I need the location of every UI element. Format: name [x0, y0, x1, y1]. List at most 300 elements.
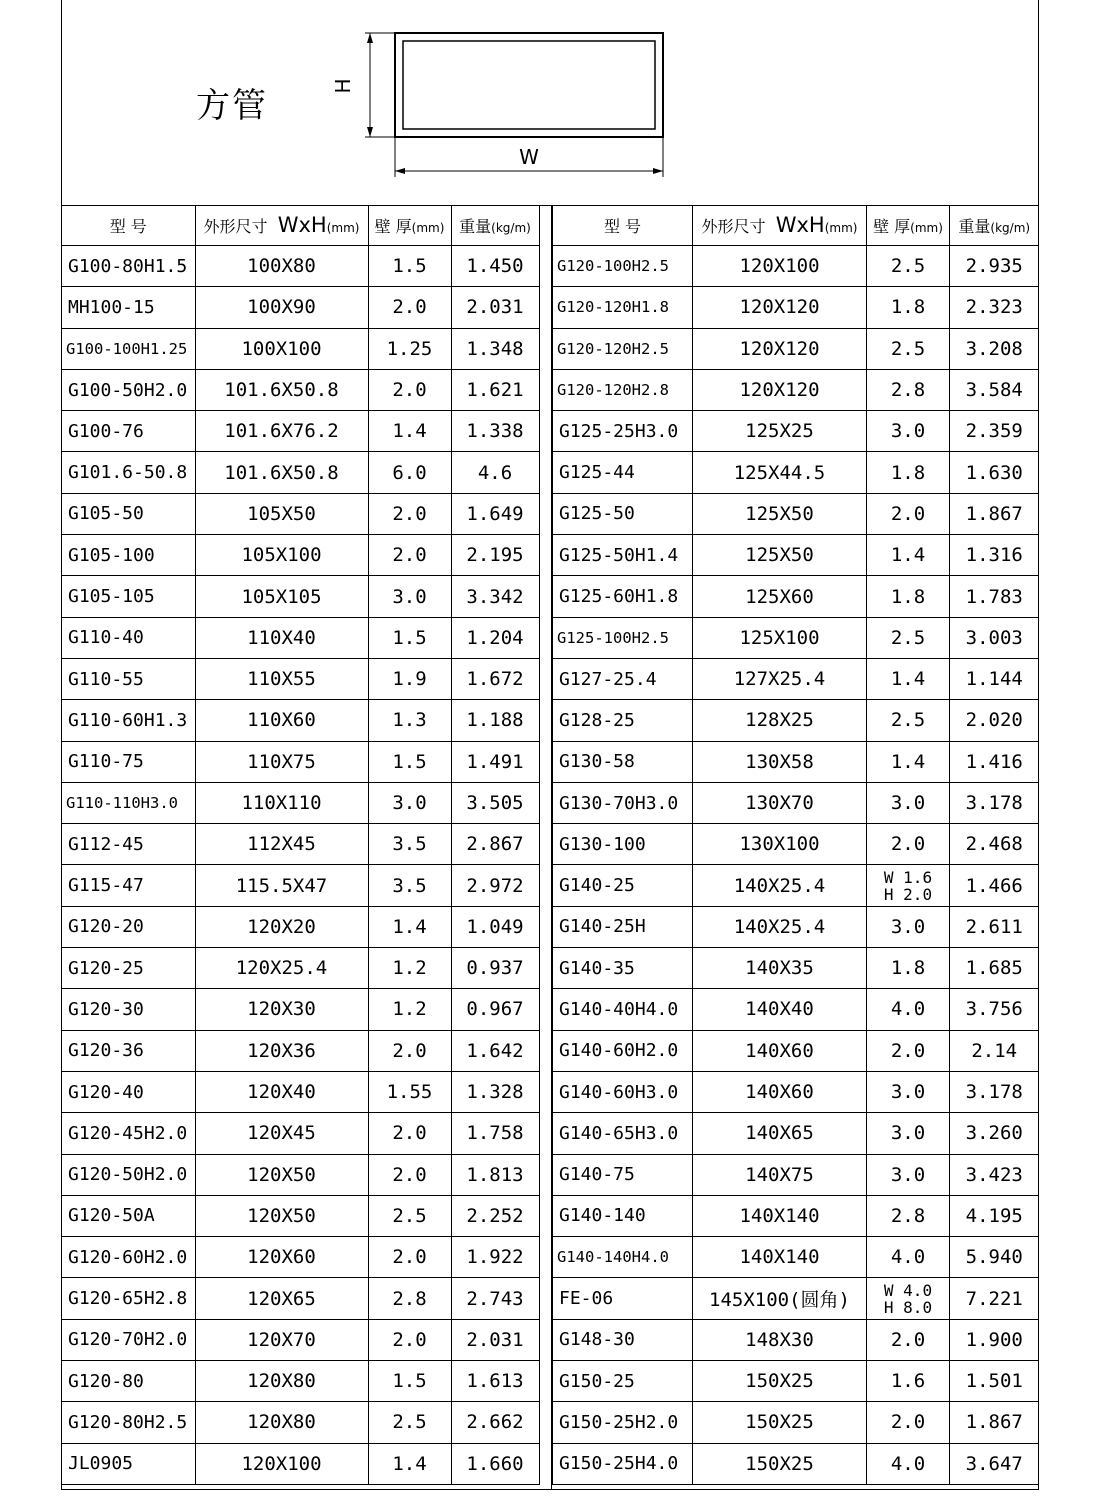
cell-wall: 2.0 — [867, 1402, 950, 1443]
cell-wall: 3.0 — [368, 782, 451, 823]
table-row — [553, 411, 1039, 452]
cell-size: 125X100 — [693, 617, 867, 658]
cell-model: G120-65H2.8 — [62, 1278, 195, 1319]
cell-model: G140-40H4.0 — [553, 989, 693, 1030]
cell-wall: 2.0 — [368, 1237, 451, 1278]
cell-weight: 2.323 — [950, 287, 1039, 328]
cell-size: 120X30 — [195, 989, 368, 1030]
cell-weight: 2.867 — [451, 824, 539, 865]
table-row — [553, 246, 1039, 287]
cell-size: 110X60 — [195, 700, 368, 741]
table-row — [62, 1071, 539, 1112]
cell-weight: 1.867 — [950, 493, 1039, 534]
cell-model: G120-120H1.8 — [553, 287, 693, 328]
cell-weight: 1.416 — [950, 741, 1039, 782]
cell-size: 120X60 — [195, 1237, 368, 1278]
cell-model: G140-140 — [553, 1195, 693, 1236]
cell-weight: 2.935 — [950, 246, 1039, 287]
cell-size: 125X44.5 — [693, 452, 867, 493]
table-row — [62, 906, 539, 947]
cell-size: 150X25 — [693, 1402, 867, 1443]
table-row — [62, 948, 539, 989]
cell-wall: 1.55 — [368, 1071, 451, 1112]
cell-weight: 1.758 — [451, 1113, 539, 1154]
cell-wall: 2.0 — [368, 1319, 451, 1360]
cell-weight: 3.208 — [950, 328, 1039, 369]
cell-weight: 1.204 — [451, 617, 539, 658]
cell-size: 140X140 — [693, 1195, 867, 1236]
cell-size: 120X100 — [693, 246, 867, 287]
cell-wall: 2.0 — [867, 1319, 950, 1360]
cell-size: 140X35 — [693, 948, 867, 989]
cell-weight: 1.491 — [451, 741, 539, 782]
header-weight: 重量(kg/m) — [451, 205, 539, 246]
cell-size: 120X80 — [195, 1361, 368, 1402]
cell-wall: 1.5 — [368, 246, 451, 287]
cell-model: G100-50H2.0 — [62, 369, 195, 410]
cell-wall: 1.25 — [368, 328, 451, 369]
cell-model: G150-25H4.0 — [553, 1443, 693, 1484]
cell-size: 101.6X50.8 — [195, 452, 368, 493]
header-size: 外形尺寸 WxH(mm) — [693, 205, 867, 246]
table-row — [553, 1237, 1039, 1278]
table-row — [553, 369, 1039, 410]
cell-size: 148X30 — [693, 1319, 867, 1360]
cell-model: G140-60H2.0 — [553, 1030, 693, 1071]
cell-size: 140X25.4 — [693, 906, 867, 947]
cell-size: 150X25 — [693, 1361, 867, 1402]
cell-size: 120X65 — [195, 1278, 368, 1319]
h-arrow-top — [367, 33, 373, 43]
table-row — [62, 700, 539, 741]
cell-wall: 1.8 — [867, 576, 950, 617]
cell-model: G120-70H2.0 — [62, 1319, 195, 1360]
cell-wall: 2.0 — [867, 493, 950, 534]
cell-weight: 1.660 — [451, 1443, 539, 1484]
cell-weight: 1.316 — [950, 535, 1039, 576]
cell-size: 101.6X50.8 — [195, 369, 368, 410]
cell-weight: 1.649 — [451, 493, 539, 534]
cell-wall: 3.5 — [368, 865, 451, 906]
cell-wall: 4.0 — [867, 989, 950, 1030]
cell-model: G140-140H4.0 — [553, 1237, 693, 1278]
cell-model: G115-47 — [62, 865, 195, 906]
cell-wall: 2.8 — [867, 369, 950, 410]
cell-model: G105-50 — [62, 493, 195, 534]
cell-wall: 2.5 — [867, 617, 950, 658]
cell-size: 130X70 — [693, 782, 867, 823]
cell-weight: 2.359 — [950, 411, 1039, 452]
header-wall: 壁 厚(mm) — [867, 205, 950, 246]
cell-size: 125X25 — [693, 411, 867, 452]
cell-model: G110-75 — [62, 741, 195, 782]
table-row — [553, 906, 1039, 947]
w-label: W — [519, 145, 539, 169]
cell-model: G120-120H2.8 — [553, 369, 693, 410]
spec-table-right — [552, 205, 1039, 1485]
cell-size: 120X45 — [195, 1113, 368, 1154]
cell-model: G120-100H2.5 — [553, 246, 693, 287]
table-row — [62, 1402, 539, 1443]
cell-model: G150-25H2.0 — [553, 1402, 693, 1443]
page-title: 方管 — [196, 86, 268, 126]
cell-model: G125-25H3.0 — [553, 411, 693, 452]
cell-wall: 1.5 — [368, 1361, 451, 1402]
cell-weight: 1.783 — [950, 576, 1039, 617]
cell-wall: 1.2 — [368, 989, 451, 1030]
table-row — [62, 824, 539, 865]
h-label: H — [331, 78, 355, 94]
square-tube-diagram — [62, 0, 1038, 205]
cell-weight: 2.14 — [950, 1030, 1039, 1071]
cell-model: G105-100 — [62, 535, 195, 576]
spec-table-left — [62, 205, 540, 1485]
cell-wall: 2.0 — [368, 287, 451, 328]
table-row — [62, 535, 539, 576]
cell-weight: 1.466 — [950, 865, 1039, 906]
cell-weight: 3.178 — [950, 782, 1039, 823]
cell-size: 125X60 — [693, 576, 867, 617]
cell-wall: 2.8 — [867, 1195, 950, 1236]
table-row — [553, 1402, 1039, 1443]
cell-model: G120-60H2.0 — [62, 1237, 195, 1278]
cell-wall: 1.4 — [867, 535, 950, 576]
cell-wall: 3.5 — [368, 824, 451, 865]
table-row — [553, 741, 1039, 782]
cell-size: 112X45 — [195, 824, 368, 865]
cell-model: G120-25 — [62, 948, 195, 989]
cell-model: G101.6-50.8 — [62, 452, 195, 493]
cell-weight: 2.252 — [451, 1195, 539, 1236]
cell-model: G130-100 — [553, 824, 693, 865]
cell-size: 140X140 — [693, 1237, 867, 1278]
cell-weight: 0.937 — [451, 948, 539, 989]
header-wall: 壁 厚(mm) — [368, 205, 451, 246]
cell-wall: 2.0 — [368, 493, 451, 534]
cell-weight: 4.195 — [950, 1195, 1039, 1236]
table-row — [62, 741, 539, 782]
tube-outer-outline — [395, 33, 663, 137]
cell-weight: 3.647 — [950, 1443, 1039, 1484]
cell-weight: 3.505 — [451, 782, 539, 823]
cell-weight: 1.642 — [451, 1030, 539, 1071]
header-weight: 重量(kg/m) — [950, 205, 1039, 246]
cell-wall: 1.4 — [867, 741, 950, 782]
table-row — [62, 1154, 539, 1195]
cell-model: G125-44 — [553, 452, 693, 493]
cell-model: G120-20 — [62, 906, 195, 947]
cell-wall: 2.0 — [368, 535, 451, 576]
cell-wall: 4.0 — [867, 1443, 950, 1484]
cell-model: G105-105 — [62, 576, 195, 617]
cell-size: 125X50 — [693, 535, 867, 576]
cell-model: G140-25H — [553, 906, 693, 947]
cell-weight: 3.178 — [950, 1071, 1039, 1112]
cell-wall: 1.5 — [368, 741, 451, 782]
table-row — [62, 576, 539, 617]
table-row — [62, 369, 539, 410]
table-row — [62, 782, 539, 823]
table-row — [553, 535, 1039, 576]
cell-wall: 2.5 — [867, 700, 950, 741]
table-row — [62, 617, 539, 658]
table-row — [553, 1443, 1039, 1484]
cell-size: 115.5X47 — [195, 865, 368, 906]
cell-size: 140X40 — [693, 989, 867, 1030]
cell-wall: 2.0 — [867, 1030, 950, 1071]
cell-size: 105X105 — [195, 576, 368, 617]
cell-model: MH100-15 — [62, 287, 195, 328]
table-row — [62, 865, 539, 906]
cell-wall: 1.6 — [867, 1361, 950, 1402]
header-model: 型 号 — [553, 205, 693, 246]
cell-model: G130-70H3.0 — [553, 782, 693, 823]
cell-size: 125X50 — [693, 493, 867, 534]
table-row — [62, 452, 539, 493]
cell-weight: 2.662 — [451, 1402, 539, 1443]
table-gap — [539, 205, 552, 1490]
table-row — [62, 246, 539, 287]
cell-model: G112-45 — [62, 824, 195, 865]
cell-wall: W 4.0 H 8.0 — [867, 1278, 950, 1319]
cell-model: G120-50H2.0 — [62, 1154, 195, 1195]
table-row — [553, 328, 1039, 369]
table-row — [553, 493, 1039, 534]
cell-weight: 3.584 — [950, 369, 1039, 410]
cell-wall: 2.5 — [867, 246, 950, 287]
cell-wall: 1.4 — [368, 1443, 451, 1484]
cell-model: G120-36 — [62, 1030, 195, 1071]
cell-model: G128-25 — [553, 700, 693, 741]
cell-wall: 3.0 — [368, 576, 451, 617]
cell-size: 110X75 — [195, 741, 368, 782]
cell-size: 140X75 — [693, 1154, 867, 1195]
cell-model: G127-25.4 — [553, 658, 693, 699]
cell-weight: 1.685 — [950, 948, 1039, 989]
cell-wall: 2.5 — [867, 328, 950, 369]
cell-wall: 2.5 — [368, 1402, 451, 1443]
cell-weight: 1.621 — [451, 369, 539, 410]
cell-model: JL0905 — [62, 1443, 195, 1484]
cell-size: 130X58 — [693, 741, 867, 782]
cell-weight: 3.003 — [950, 617, 1039, 658]
cell-wall: 1.2 — [368, 948, 451, 989]
cell-weight: 1.672 — [451, 658, 539, 699]
cell-model: G100-76 — [62, 411, 195, 452]
cell-weight: 2.031 — [451, 287, 539, 328]
cell-weight: 1.867 — [950, 1402, 1039, 1443]
cell-size: 127X25.4 — [693, 658, 867, 699]
table-row — [62, 1443, 539, 1484]
table-row — [553, 1154, 1039, 1195]
cell-size: 145X100(圆角) — [693, 1278, 867, 1319]
h-arrow-bottom — [367, 127, 373, 137]
cell-model: G120-30 — [62, 989, 195, 1030]
cell-model: G110-55 — [62, 658, 195, 699]
table-row — [62, 989, 539, 1030]
table-row — [553, 1113, 1039, 1154]
cell-wall: 3.0 — [867, 411, 950, 452]
table-row — [553, 1361, 1039, 1402]
cell-size: 120X80 — [195, 1402, 368, 1443]
cell-size: 110X40 — [195, 617, 368, 658]
cell-size: 140X65 — [693, 1113, 867, 1154]
table-row — [62, 1113, 539, 1154]
table-row — [62, 1361, 539, 1402]
cell-weight: 0.967 — [451, 989, 539, 1030]
cell-size: 100X80 — [195, 246, 368, 287]
cell-weight: 2.020 — [950, 700, 1039, 741]
table-header-row — [553, 205, 1039, 246]
cell-wall: 2.0 — [368, 1154, 451, 1195]
cell-model: G110-40 — [62, 617, 195, 658]
table-row — [62, 658, 539, 699]
cell-weight: 1.450 — [451, 246, 539, 287]
cell-size: 100X90 — [195, 287, 368, 328]
w-arrow-left — [395, 168, 405, 174]
cell-model: G150-25 — [553, 1361, 693, 1402]
cell-model: G130-58 — [553, 741, 693, 782]
cell-model: G120-45H2.0 — [62, 1113, 195, 1154]
header-model: 型 号 — [62, 205, 195, 246]
cell-wall: 2.5 — [368, 1195, 451, 1236]
table-row — [62, 411, 539, 452]
cell-model: G148-30 — [553, 1319, 693, 1360]
cell-weight: 2.611 — [950, 906, 1039, 947]
cell-weight: 2.031 — [451, 1319, 539, 1360]
cell-model: G125-50H1.4 — [553, 535, 693, 576]
cell-weight: 2.743 — [451, 1278, 539, 1319]
cell-wall: 2.0 — [368, 1113, 451, 1154]
cell-wall: W 1.6 H 2.0 — [867, 865, 950, 906]
cell-weight: 7.221 — [950, 1278, 1039, 1319]
cell-size: 101.6X76.2 — [195, 411, 368, 452]
spec-sheet — [61, 0, 1039, 1490]
cell-model: G140-65H3.0 — [553, 1113, 693, 1154]
cell-model: G140-35 — [553, 948, 693, 989]
cell-model: G120-120H2.5 — [553, 328, 693, 369]
cell-wall: 1.4 — [368, 906, 451, 947]
cell-weight: 1.922 — [451, 1237, 539, 1278]
table-row — [553, 782, 1039, 823]
cell-weight: 1.630 — [950, 452, 1039, 493]
cell-weight: 1.328 — [451, 1071, 539, 1112]
table-row — [553, 989, 1039, 1030]
table-header-row — [62, 205, 539, 246]
table-row — [62, 493, 539, 534]
cell-model: G120-50A — [62, 1195, 195, 1236]
cell-model: G140-25 — [553, 865, 693, 906]
cell-weight: 1.338 — [451, 411, 539, 452]
cell-size: 120X120 — [693, 328, 867, 369]
cell-weight: 1.501 — [950, 1361, 1039, 1402]
table-row — [553, 1195, 1039, 1236]
cell-weight: 2.468 — [950, 824, 1039, 865]
table-row — [553, 1071, 1039, 1112]
cell-model: G125-60H1.8 — [553, 576, 693, 617]
cell-size: 105X100 — [195, 535, 368, 576]
cell-size: 128X25 — [693, 700, 867, 741]
table-row — [553, 824, 1039, 865]
cell-model: G100-80H1.5 — [62, 246, 195, 287]
cell-model: G140-75 — [553, 1154, 693, 1195]
cell-size: 140X60 — [693, 1071, 867, 1112]
cell-size: 120X36 — [195, 1030, 368, 1071]
cell-size: 120X25.4 — [195, 948, 368, 989]
cell-size: 120X100 — [195, 1443, 368, 1484]
cell-weight: 3.756 — [950, 989, 1039, 1030]
table-row — [553, 452, 1039, 493]
cell-size: 120X20 — [195, 906, 368, 947]
cell-wall: 2.0 — [867, 824, 950, 865]
table-row — [553, 287, 1039, 328]
cell-wall: 2.8 — [368, 1278, 451, 1319]
cell-weight: 1.144 — [950, 658, 1039, 699]
cell-wall: 1.8 — [867, 948, 950, 989]
cell-size: 140X60 — [693, 1030, 867, 1071]
cell-model: G120-80 — [62, 1361, 195, 1402]
cell-size: 120X50 — [195, 1195, 368, 1236]
table-row — [62, 1278, 539, 1319]
cell-wall: 6.0 — [368, 452, 451, 493]
cell-size: 110X55 — [195, 658, 368, 699]
cell-weight: 2.195 — [451, 535, 539, 576]
cell-wall: 1.8 — [867, 452, 950, 493]
cell-model: G110-60H1.3 — [62, 700, 195, 741]
cell-wall: 3.0 — [867, 1113, 950, 1154]
cell-weight: 4.6 — [451, 452, 539, 493]
table-row — [62, 328, 539, 369]
cell-weight: 1.049 — [451, 906, 539, 947]
header-size: 外形尺寸 WxH(mm) — [195, 205, 368, 246]
cell-size: 120X120 — [693, 287, 867, 328]
cell-size: 120X120 — [693, 369, 867, 410]
cell-weight: 1.348 — [451, 328, 539, 369]
cell-size: 130X100 — [693, 824, 867, 865]
cell-weight: 3.260 — [950, 1113, 1039, 1154]
cell-model: FE-06 — [553, 1278, 693, 1319]
cell-weight: 1.188 — [451, 700, 539, 741]
cell-wall: 1.9 — [368, 658, 451, 699]
cell-model: G100-100H1.25 — [62, 328, 195, 369]
cell-wall: 3.0 — [867, 1154, 950, 1195]
cell-weight: 1.613 — [451, 1361, 539, 1402]
table-row — [553, 617, 1039, 658]
table-row — [553, 1030, 1039, 1071]
cell-weight: 1.813 — [451, 1154, 539, 1195]
cell-weight: 5.940 — [950, 1237, 1039, 1278]
tube-inner-outline — [403, 41, 655, 129]
table-row — [553, 865, 1039, 906]
table-row — [62, 1319, 539, 1360]
cell-model: G125-100H2.5 — [553, 617, 693, 658]
cell-weight: 2.972 — [451, 865, 539, 906]
table-row — [553, 658, 1039, 699]
cell-wall: 2.0 — [368, 369, 451, 410]
cell-wall: 3.0 — [867, 1071, 950, 1112]
cell-weight: 3.342 — [451, 576, 539, 617]
cell-wall: 1.5 — [368, 617, 451, 658]
cell-size: 105X50 — [195, 493, 368, 534]
table-row — [62, 287, 539, 328]
cell-weight: 3.423 — [950, 1154, 1039, 1195]
table-row — [553, 948, 1039, 989]
cell-size: 140X25.4 — [693, 865, 867, 906]
header-area — [62, 0, 1038, 206]
table-row — [553, 576, 1039, 617]
cell-size: 100X100 — [195, 328, 368, 369]
cell-model: G140-60H3.0 — [553, 1071, 693, 1112]
